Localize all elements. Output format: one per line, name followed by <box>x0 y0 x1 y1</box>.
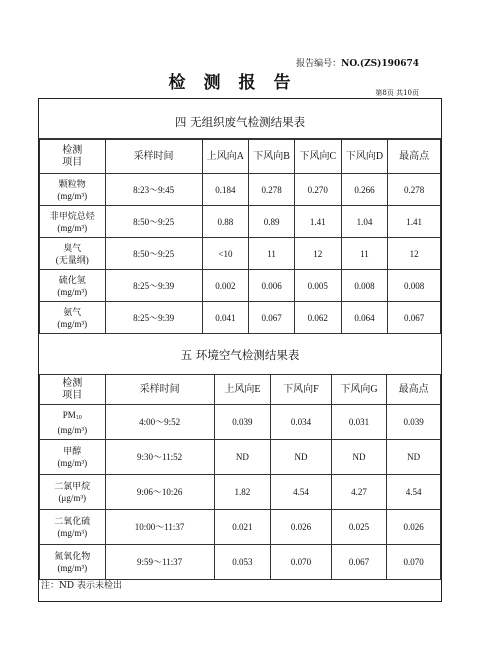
item-name: 二氯甲烷 <box>54 481 91 491</box>
item-cell <box>40 174 106 206</box>
value-cell: <10 <box>202 238 249 270</box>
value-cell: 0.026 <box>271 510 332 545</box>
value-cell: 0.184 <box>202 174 249 206</box>
item-name: 非甲烷总烃 <box>49 210 95 221</box>
item-cell <box>40 206 106 238</box>
value-cell: 0.067 <box>331 545 387 580</box>
value-cell: 0.070 <box>387 545 441 580</box>
table-row <box>40 440 441 475</box>
column-header: 下风向C <box>294 140 341 174</box>
column-header: 采样时间 <box>105 140 202 174</box>
item-unit: (μg/m³) <box>58 493 87 503</box>
value-cell: 1.41 <box>388 206 441 238</box>
value-cell: 4.27 <box>331 475 387 510</box>
value-cell: 1.41 <box>294 206 341 238</box>
table-row <box>40 270 441 302</box>
value-cell: 0.266 <box>341 174 388 206</box>
item-unit: (mg/m³) <box>57 318 88 329</box>
value-cell: ND <box>271 440 332 475</box>
value-cell: 4.54 <box>271 475 332 510</box>
value-cell: 0.005 <box>294 270 341 302</box>
item-name: 二氧化硫 <box>54 516 91 526</box>
item-unit: (mg/m³) <box>57 190 88 201</box>
value-cell: 0.278 <box>388 174 441 206</box>
value-cell: 0.021 <box>214 510 271 545</box>
value-cell: 1.04 <box>341 206 388 238</box>
item-cell <box>40 238 106 270</box>
value-cell: 0.064 <box>341 302 388 334</box>
column-header: 下风向B <box>249 140 295 174</box>
item-name: PM <box>62 409 76 420</box>
item-cell <box>40 405 106 440</box>
sampling-time: 9:30～11:52 <box>105 440 214 475</box>
item-subscript: 10 <box>75 414 82 421</box>
item-name: 硫化氢 <box>58 274 86 285</box>
value-cell: 0.025 <box>331 510 387 545</box>
column-header: 下风向F <box>271 375 332 405</box>
value-cell: 0.278 <box>249 174 295 206</box>
value-cell: 4.54 <box>387 475 441 510</box>
sampling-time: 8:50～9:25 <box>105 206 202 238</box>
value-cell: 11 <box>249 238 295 270</box>
item-cell <box>40 270 106 302</box>
table-row <box>40 238 441 270</box>
page-title: 检测报告 <box>168 73 309 93</box>
item-unit: (mg/m³) <box>57 222 88 233</box>
column-header: 最高点 <box>387 375 441 405</box>
report-number-value: NO.(ZS)190674 <box>341 59 419 69</box>
table-row <box>40 302 441 334</box>
value-cell: 0.041 <box>202 302 249 334</box>
sampling-time: 10:00～11:37 <box>105 510 214 545</box>
item-name: 甲醇 <box>63 446 82 456</box>
item-unit: (mg/m³) <box>57 563 88 573</box>
item-cell <box>40 510 106 545</box>
table-row <box>40 545 441 580</box>
report-number-label: 报告编号： <box>296 59 342 69</box>
column-header: 采样时间 <box>105 375 214 405</box>
section4-table <box>39 139 441 334</box>
value-cell: 0.008 <box>388 270 441 302</box>
table-row <box>40 206 441 238</box>
column-header: 下风向G <box>331 375 387 405</box>
value-cell: 0.270 <box>294 174 341 206</box>
item-name: 臭气 <box>63 242 82 253</box>
sampling-time: 8:50～9:25 <box>105 238 202 270</box>
column-header: 下风向D <box>341 140 388 174</box>
column-header: 最高点 <box>388 140 441 174</box>
column-header: 检测 项目 <box>40 375 106 405</box>
sampling-time: 8:23～9:45 <box>105 174 202 206</box>
note: 注：ND 表示未检出 <box>41 581 122 591</box>
item-name: 氨气 <box>63 306 82 317</box>
value-cell: 0.070 <box>271 545 332 580</box>
value-cell: 0.039 <box>214 405 271 440</box>
value-cell: 0.067 <box>249 302 295 334</box>
item-name: 颗粒物 <box>58 178 86 189</box>
value-cell: ND <box>214 440 271 475</box>
header-row <box>40 140 441 174</box>
sampling-time: 9:59～11:37 <box>105 545 214 580</box>
value-cell: 0.89 <box>249 206 295 238</box>
sampling-time: 9:06～10:26 <box>105 475 214 510</box>
section5-table <box>39 374 441 580</box>
value-cell: 0.031 <box>331 405 387 440</box>
column-header: 检测 项目 <box>40 140 106 174</box>
value-cell: 11 <box>341 238 388 270</box>
item-unit: (无量纲) <box>55 254 89 265</box>
item-cell <box>40 302 106 334</box>
value-cell: 0.008 <box>341 270 388 302</box>
value-cell: 0.067 <box>388 302 441 334</box>
value-cell: 0.053 <box>214 545 271 580</box>
item-unit: (mg/m³) <box>57 458 88 468</box>
value-cell: ND <box>387 440 441 475</box>
item-cell <box>40 545 106 580</box>
item-cell <box>40 440 106 475</box>
sampling-time: 8:25～9:39 <box>105 302 202 334</box>
sampling-time: 8:25～9:39 <box>105 270 202 302</box>
section5-title: 五 环境空气检测结果表 <box>180 348 300 362</box>
item-unit: (mg/m³) <box>57 424 88 435</box>
table-row <box>40 174 441 206</box>
header-row <box>40 375 441 405</box>
value-cell: 0.88 <box>202 206 249 238</box>
column-header: 上风向A <box>202 140 249 174</box>
item-unit: (mg/m³) <box>57 528 88 538</box>
value-cell: 0.034 <box>271 405 332 440</box>
value-cell: 0.006 <box>249 270 295 302</box>
item-cell <box>40 475 106 510</box>
item-unit: (mg/m³) <box>57 286 88 297</box>
table-row <box>40 405 441 440</box>
value-cell: 12 <box>388 238 441 270</box>
value-cell: ND <box>331 440 387 475</box>
value-cell: 1.82 <box>214 475 271 510</box>
value-cell: 12 <box>294 238 341 270</box>
value-cell: 0.039 <box>387 405 441 440</box>
value-cell: 0.002 <box>202 270 249 302</box>
value-cell: 0.062 <box>294 302 341 334</box>
section4-title: 四 无组织废气检测结果表 <box>174 115 306 129</box>
item-name: 氮氧化物 <box>54 551 91 561</box>
sampling-time: 4:00～9:52 <box>105 405 214 440</box>
table-row <box>40 510 441 545</box>
table-row <box>40 475 441 510</box>
value-cell: 0.026 <box>387 510 441 545</box>
report-frame <box>38 98 442 602</box>
column-header: 上风向E <box>214 375 271 405</box>
page-info: 第8页 共10页 <box>375 89 419 97</box>
